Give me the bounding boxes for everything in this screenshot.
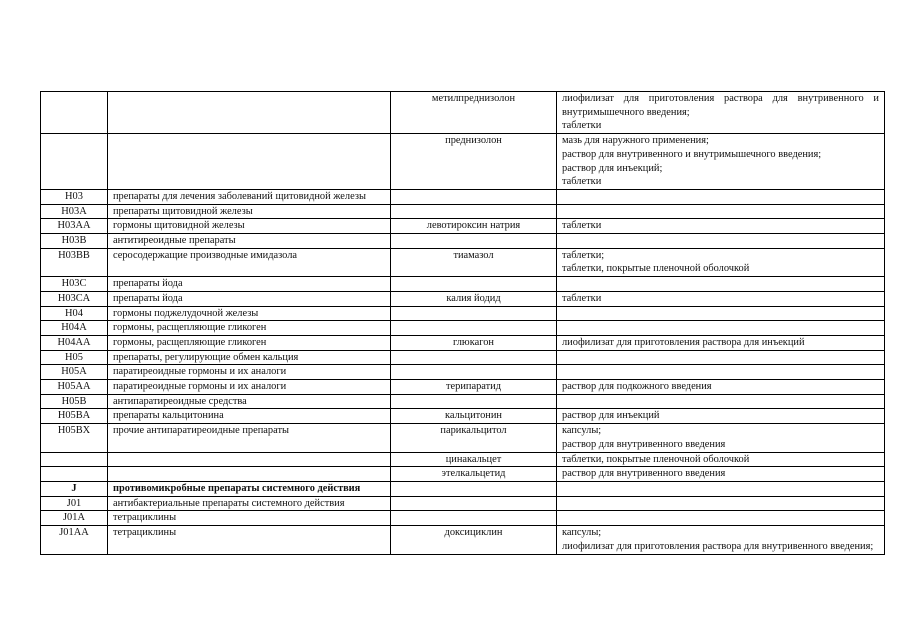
atc-code-cell: J01AA [41, 526, 108, 554]
dosage-form: мазь для наружного применения; [562, 135, 709, 147]
table-row [41, 204, 885, 219]
drug-name-cell [391, 350, 557, 365]
dosage-forms-cell [557, 204, 885, 219]
dosage-form: таблетки [562, 220, 602, 232]
atc-code-cell [41, 467, 108, 482]
dosage-form: раствор для подкожного введения [562, 381, 712, 393]
drug-name-cell: тиамазол [391, 248, 557, 276]
drug-name-cell: парикальцитол [391, 424, 557, 452]
dosage-form: лиофилизат для приготовления раствора для внутривенного введения; [562, 540, 874, 552]
atc-code-cell: H03C [41, 277, 108, 292]
pharmacological-group-cell: препараты кальцитонина [108, 409, 391, 424]
pharmacological-group-cell [108, 92, 391, 134]
atc-code-cell: H03BB [41, 248, 108, 276]
drug-name-cell [391, 204, 557, 219]
pharmacological-group-cell: препараты щитовидной железы [108, 204, 391, 219]
pharmacological-group-cell: антибактериальные препараты системного действия [108, 496, 391, 511]
dosage-form: лиофилизат для приготовления раствора для инъекций [562, 336, 805, 348]
drug-name-cell [391, 277, 557, 292]
dosage-forms-cell [557, 365, 885, 380]
dosage-forms-cell [557, 321, 885, 336]
pharmacological-group-cell: тетрациклины [108, 526, 391, 554]
drug-name-cell: глюкагон [391, 335, 557, 350]
dosage-forms-cell [557, 409, 885, 424]
pharmacological-group-cell: препараты, регулирующие обмен кальция [108, 350, 391, 365]
dosage-forms-cell [557, 526, 885, 554]
atc-code-cell: H05B [41, 394, 108, 409]
drug-name-cell: преднизолон [391, 134, 557, 190]
atc-code-cell [41, 134, 108, 190]
dosage-forms-cell [557, 380, 885, 395]
table-row [41, 394, 885, 409]
dosage-forms-cell [557, 277, 885, 292]
pharmacological-group-cell: гормоны, расщепляющие гликоген [108, 321, 391, 336]
table-row [41, 306, 885, 321]
pharmacological-group-cell [108, 467, 391, 482]
pharmacological-group-cell: препараты йода [108, 277, 391, 292]
table-row [41, 189, 885, 204]
dosage-form: раствор для инъекций; [562, 162, 663, 174]
pharmacological-group-cell: серосодержащие производные имидазола [108, 248, 391, 276]
atc-code-cell: H05BX [41, 424, 108, 452]
dosage-forms-cell [557, 496, 885, 511]
drug-name-cell: доксициклин [391, 526, 557, 554]
dosage-forms-cell [557, 350, 885, 365]
drug-name-cell [391, 496, 557, 511]
table-row [41, 219, 885, 234]
dosage-form: раствор для внутривенного введения [562, 438, 726, 450]
drug-table [40, 91, 885, 555]
drug-name-cell [391, 306, 557, 321]
table-row [41, 452, 885, 467]
table-row [41, 511, 885, 526]
atc-code-cell: H05AA [41, 380, 108, 395]
dosage-form: капсулы; [562, 425, 602, 437]
table-row [41, 467, 885, 482]
atc-code-cell: H05 [41, 350, 108, 365]
atc-code-cell: J [41, 481, 108, 496]
pharmacological-group-cell: гормоны поджелудочной железы [108, 306, 391, 321]
table-row [41, 409, 885, 424]
drug-name-cell [391, 511, 557, 526]
drug-name-cell [391, 234, 557, 249]
drug-name-cell [391, 189, 557, 204]
table-row [41, 248, 885, 276]
table-row [41, 291, 885, 306]
pharmacological-group-cell: антипаратиреоидные средства [108, 394, 391, 409]
dosage-forms-cell [557, 481, 885, 496]
atc-code-cell: H04A [41, 321, 108, 336]
table-row [41, 321, 885, 336]
dosage-forms-cell [557, 189, 885, 204]
dosage-form: таблетки; [562, 249, 605, 261]
dosage-form: таблетки [562, 176, 602, 188]
pharmacological-group-cell: паратиреоидные гормоны и их аналоги [108, 380, 391, 395]
atc-code-cell: H04AA [41, 335, 108, 350]
pharmacological-group-cell [108, 452, 391, 467]
table-row [41, 380, 885, 395]
dosage-form: раствор для инъекций [562, 410, 660, 422]
table-row [41, 496, 885, 511]
drug-name-cell: левотироксин натрия [391, 219, 557, 234]
atc-code-cell: H05BA [41, 409, 108, 424]
atc-code-cell: H03AA [41, 219, 108, 234]
table-row [41, 365, 885, 380]
dosage-form: лиофилизат для приготовления раствора для внутривенного и внутримышечного введения; [562, 93, 879, 118]
dosage-forms-cell [557, 511, 885, 526]
dosage-form: таблетки, покрытые пленочной оболочкой [562, 263, 750, 275]
drug-name-cell: терипаратид [391, 380, 557, 395]
table-row [41, 481, 885, 496]
atc-code-cell: H03CA [41, 291, 108, 306]
pharmacological-group-cell: препараты йода [108, 291, 391, 306]
table-row [41, 277, 885, 292]
dosage-form: капсулы; [562, 527, 602, 539]
dosage-form: раствор для внутривенного и внутримышечного введения; [562, 148, 822, 160]
dosage-forms-cell [557, 291, 885, 306]
table-row [41, 335, 885, 350]
dosage-forms-cell [557, 234, 885, 249]
atc-code-cell: J01A [41, 511, 108, 526]
drug-name-cell [391, 321, 557, 336]
dosage-forms-cell [557, 306, 885, 321]
dosage-forms-cell [557, 134, 885, 190]
atc-code-cell [41, 452, 108, 467]
dosage-form: таблетки, покрытые пленочной оболочкой [562, 453, 750, 465]
atc-code-cell [41, 92, 108, 134]
pharmacological-group-cell: препараты для лечения заболеваний щитовидной железы [108, 189, 391, 204]
table-row [41, 92, 885, 134]
dosage-forms-cell [557, 219, 885, 234]
dosage-form: таблетки [562, 292, 602, 304]
atc-code-cell: H04 [41, 306, 108, 321]
dosage-forms-cell [557, 394, 885, 409]
dosage-forms-cell [557, 452, 885, 467]
dosage-forms-cell [557, 467, 885, 482]
drug-name-cell [391, 481, 557, 496]
drug-name-cell [391, 394, 557, 409]
pharmacological-group-cell: прочие антипаратиреоидные препараты [108, 424, 391, 452]
pharmacological-group-cell: тетрациклины [108, 511, 391, 526]
dosage-forms-cell [557, 335, 885, 350]
drug-name-cell: этелкальцетид [391, 467, 557, 482]
drug-name-cell [391, 365, 557, 380]
pharmacological-group-cell [108, 134, 391, 190]
atc-code-cell: H03B [41, 234, 108, 249]
pharmacological-group-cell: гормоны, расщепляющие гликоген [108, 335, 391, 350]
atc-code-cell: J01 [41, 496, 108, 511]
pharmacological-group-cell: противомикробные препараты системного действия [108, 481, 391, 496]
atc-code-cell: H03 [41, 189, 108, 204]
dosage-forms-cell [557, 248, 885, 276]
table-row [41, 350, 885, 365]
drug-name-cell: цинакальцет [391, 452, 557, 467]
dosage-form: раствор для внутривенного введения [562, 468, 726, 480]
pharmacological-group-cell: паратиреоидные гормоны и их аналоги [108, 365, 391, 380]
dosage-forms-cell [557, 92, 885, 134]
table-row [41, 134, 885, 190]
atc-code-cell: H03A [41, 204, 108, 219]
dosage-forms-cell [557, 424, 885, 452]
dosage-form: таблетки [562, 120, 602, 132]
table-row [41, 234, 885, 249]
pharmacological-group-cell: антитиреоидные препараты [108, 234, 391, 249]
drug-name-cell: метилпреднизолон [391, 92, 557, 134]
table-row [41, 526, 885, 554]
drug-name-cell: кальцитонин [391, 409, 557, 424]
pharmacological-group-cell: гормоны щитовидной железы [108, 219, 391, 234]
table-body [41, 92, 885, 555]
table-row [41, 424, 885, 452]
atc-code-cell: H05A [41, 365, 108, 380]
drug-name-cell: калия йодид [391, 291, 557, 306]
